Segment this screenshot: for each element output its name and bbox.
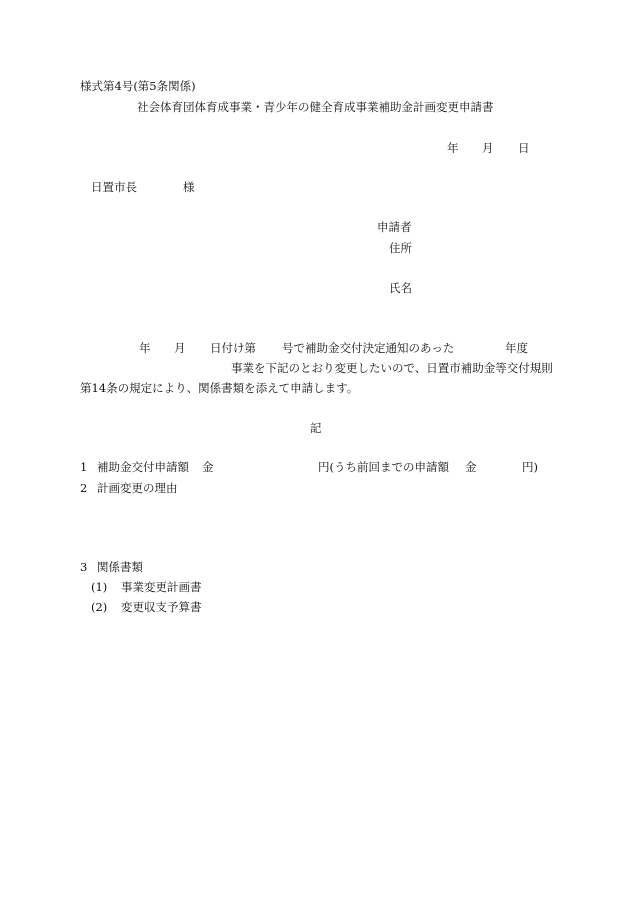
form-number: 様式第4号(第5条関係) <box>80 79 196 93</box>
addressee-name: 日置市長 <box>91 180 137 194</box>
form-title: 社会体育団体育成事業・青少年の健全育成事業補助金計画変更申請書 <box>137 100 494 114</box>
item-3-subitem-2-label: 変更収支予算書 <box>121 600 202 614</box>
date-day-label: 日 <box>518 141 530 155</box>
body-fiscal-year: 年度 <box>505 341 528 355</box>
item-3-label: 関係書類 <box>97 560 143 574</box>
item-1-number: 1 <box>80 460 88 474</box>
addressee-honorific: 様 <box>183 180 195 194</box>
applicant-label: 申請者 <box>377 220 412 234</box>
item-1-prev-prefix: 金 <box>465 460 477 474</box>
item-3-subitem-1-marker: (1) <box>91 580 108 594</box>
ki-heading: 記 <box>310 421 322 435</box>
item-2-number: 2 <box>80 481 88 495</box>
item-2-label: 計画変更の理由 <box>97 481 178 495</box>
item-3-number: 3 <box>80 560 88 574</box>
item-1-label: 補助金交付申請額 <box>97 460 189 474</box>
date-year-label: 年 <box>447 141 459 155</box>
date-month-label: 月 <box>482 141 494 155</box>
item-3-subitem-1-label: 事業変更計画書 <box>121 580 202 594</box>
applicant-name-label: 氏名 <box>389 281 412 295</box>
item-1-currency-prefix: 金 <box>202 460 214 474</box>
applicant-address-label: 住所 <box>389 241 412 255</box>
item-3-subitem-2-marker: (2) <box>91 600 108 614</box>
body-line-3: 第14条の規定により、関係書類を添えて申請します。 <box>80 381 359 395</box>
item-1-prev-suffix: 円) <box>522 460 538 474</box>
body-day-ref: 日付け第 <box>210 341 256 355</box>
body-year-label: 年 <box>139 341 151 355</box>
body-line-2: 事業を下記のとおり変更したいので、日置市補助金等交付規則 <box>231 361 553 375</box>
body-notice-text: 号で補助金交付決定通知のあった <box>282 341 455 355</box>
item-1-amount-suffix: 円(うち前回までの申請額 <box>318 460 449 474</box>
body-month-label: 月 <box>174 341 186 355</box>
